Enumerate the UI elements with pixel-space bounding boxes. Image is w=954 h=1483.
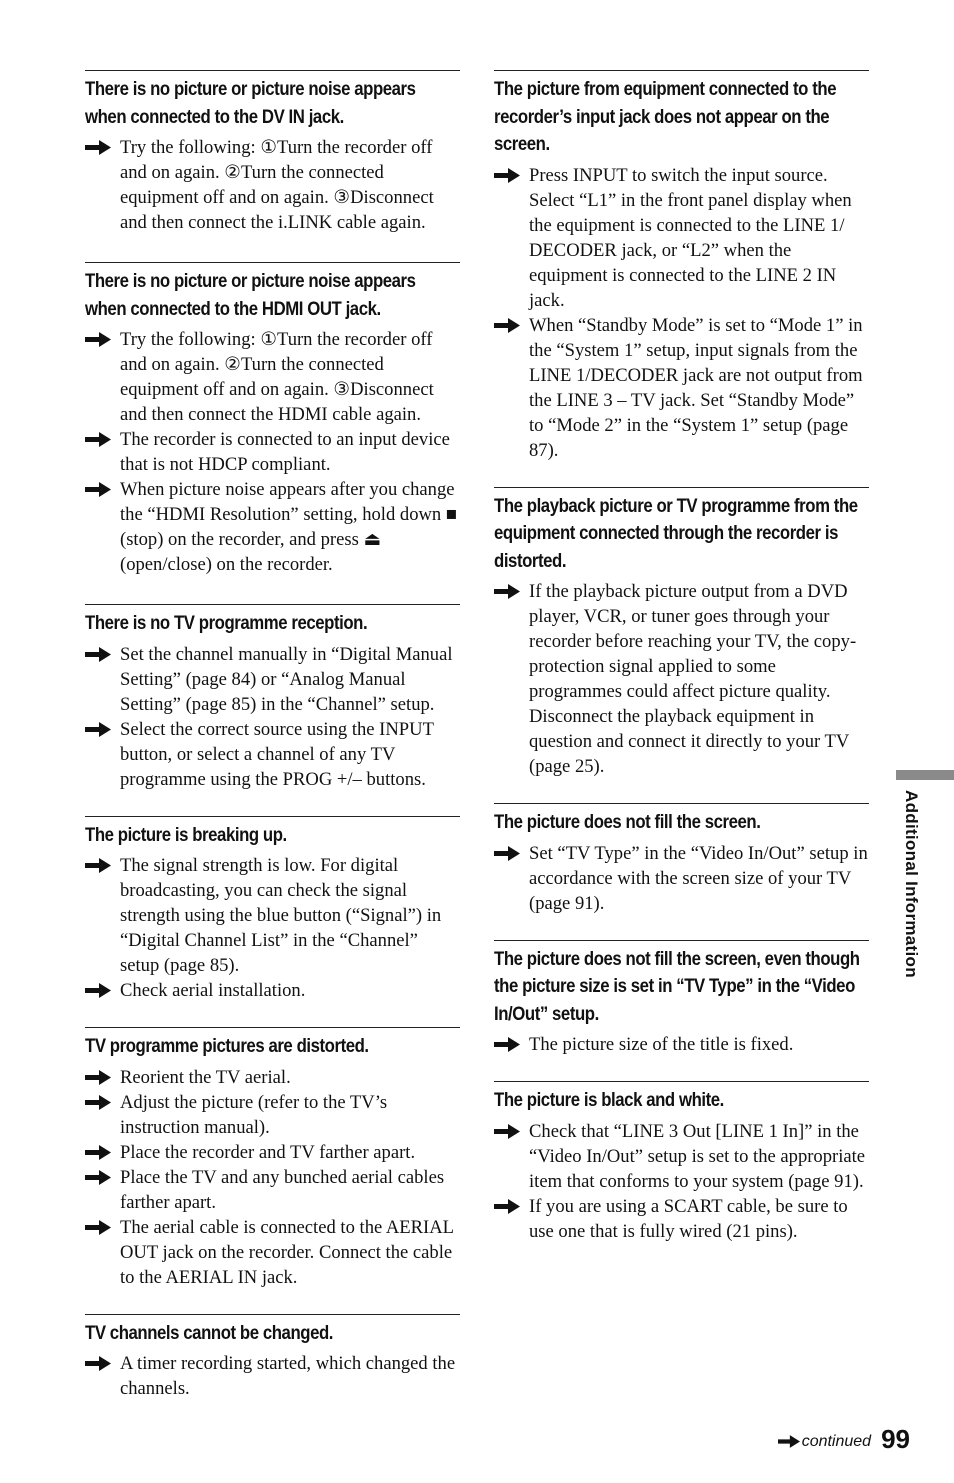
arrow-right-icon [85, 647, 111, 662]
item-text: Check that “LINE 3 Out [LINE 1 In]” in the “Video In/Out” setup is set to the appropriate item that conforms to your system (page 91). [529, 1120, 866, 1192]
list-item [494, 579, 869, 779]
list-item [85, 427, 460, 477]
troubleshoot-section [85, 1027, 460, 1290]
list-item [85, 1065, 460, 1090]
arrow-right-icon [494, 318, 520, 333]
arrow-right-icon [494, 1037, 520, 1052]
arrow-right-icon [494, 584, 520, 599]
item-text: Select the correct source using the INPUT button, or select a channel of any TV programme using the PROG +/– buttons. [120, 718, 434, 790]
right-column [494, 70, 869, 1244]
list-item [85, 717, 460, 792]
list-item [494, 1032, 869, 1057]
troubleshoot-section [85, 604, 460, 792]
arrow-right-icon [494, 846, 520, 861]
arrow-right-icon [778, 1435, 800, 1448]
list-item [85, 853, 460, 978]
section-heading: There is no picture or picture noise appears when connected to the HDMI OUT jack. [85, 270, 416, 320]
section-heading: The picture does not fill the screen. [494, 811, 761, 833]
continued-text: continued [801, 1432, 872, 1450]
section-heading: The picture is black and white. [494, 1089, 724, 1111]
list-item [85, 1165, 460, 1215]
section-heading: TV channels cannot be changed. [85, 1321, 334, 1344]
arrow-right-icon [85, 332, 111, 347]
troubleshoot-section [85, 1314, 460, 1402]
troubleshoot-section [494, 1081, 869, 1244]
item-text: The recorder is connected to an input device that is not HDCP compliant. [120, 429, 450, 475]
list-item [85, 1351, 460, 1401]
list-item [85, 1140, 460, 1165]
arrow-right-icon [85, 722, 111, 737]
item-text: When “Standby Mode” is set to “Mode 1” in the “System 1” setup, input signals from the LINE 1/DECODER jack are not output from the LINE 3 – TV jack. Set “Standby Mode” to “Mode 2” in the “System 1” setup (page 87). [529, 314, 863, 461]
continued-indicator [778, 1433, 871, 1451]
arrow-right-icon [494, 1124, 520, 1139]
item-text: Place the TV and any bunched aerial cables farther apart. [120, 1166, 445, 1213]
list-item [85, 1215, 460, 1290]
page-number: 99 [881, 1424, 910, 1454]
section-heading: TV programme pictures are distorted. [85, 1035, 369, 1057]
arrow-right-icon [85, 482, 111, 497]
troubleshoot-section [494, 940, 869, 1058]
arrow-right-icon [494, 168, 520, 183]
item-text: If the playback picture output from a DVD player, VCR, or tuner goes through your recorder before reaching your TV, the copy-protection signal applied to some programmes could affect picture quality. Disconnect the playback equipment in question and connect it directly to your TV (page 25). [529, 581, 857, 777]
item-text: Try the following: ①Turn the recorder off and on again. ②Turn the connected equipment off and on again. ③Disconnect and then connect the i.LINK cable again. [120, 137, 434, 233]
arrow-right-icon [85, 432, 111, 447]
list-item [494, 841, 869, 916]
troubleshoot-section [494, 70, 869, 463]
section-heading: The picture from equipment connected to the recorder’s input jack does not appear on the screen. [494, 78, 837, 155]
section-heading: The playback picture or TV programme from the equipment connected through the recorder is distorted. [494, 494, 858, 572]
list-item [85, 642, 460, 717]
arrow-right-icon [85, 983, 111, 998]
section-heading: The picture does not fill the screen, even though the picture size is set in “TV Type” in the “Video In/Out” setup. [494, 947, 860, 1025]
arrow-right-icon [85, 1356, 111, 1371]
item-text: Set “TV Type” in the “Video In/Out” setup in accordance with the screen size of your TV (page 91). [529, 842, 868, 914]
troubleshoot-section [85, 262, 460, 577]
item-text: Press INPUT to switch the input source. Select “L1” in the front panel display when the equipment is connected to the LINE 1/ DECODER jack, or “L2” when the equipment is connected to the LINE 2 IN jack. [529, 164, 852, 311]
troubleshoot-section [85, 70, 460, 235]
troubleshoot-section [494, 803, 869, 916]
list-item [494, 1119, 869, 1194]
item-text: When picture noise appears after you change the “HDMI Resolution” setting, hold down ■ (stop) on the recorder, and press ⏏ (open/close) on the recorder. [120, 479, 458, 575]
item-text: If you are using a SCART cable, be sure to use one that is fully wired (21 pins). [529, 1195, 848, 1242]
arrow-right-icon [85, 1070, 111, 1085]
page-footer [778, 1424, 910, 1455]
item-text: The signal strength is low. For digital broadcasting, you can check the signal strength using the blue button (“Signal”) in “Digital Channel List” in the “Channel” setup (page 85). [120, 855, 442, 976]
arrow-right-icon [85, 1095, 111, 1110]
item-text: Set the channel manually in “Digital Manual Setting” (page 84) or “Analog Manual Setting” (page 85) in the “Channel” setup. [120, 643, 453, 715]
item-text: Place the recorder and TV farther apart. [120, 1141, 416, 1163]
arrow-right-icon [494, 1199, 520, 1214]
arrow-right-icon [85, 1145, 111, 1160]
list-item [85, 1090, 460, 1140]
troubleshoot-section [494, 487, 869, 780]
item-text: A timer recording started, which changed the channels. [120, 1353, 456, 1399]
arrow-right-icon [85, 1170, 111, 1185]
list-item [494, 313, 869, 463]
list-item [85, 327, 460, 427]
arrow-right-icon [85, 140, 111, 155]
item-text: Try the following: ①Turn the recorder off and on again. ②Turn the connected equipment off and on again. ③Disconnect and then connect the HDMI cable again. [120, 329, 434, 425]
section-heading: There is no TV programme reception. [85, 612, 368, 634]
left-column [85, 70, 460, 1401]
troubleshoot-section [85, 816, 460, 1004]
section-side-label: Additional Information [902, 790, 921, 978]
list-item [85, 477, 460, 577]
list-item [85, 978, 460, 1003]
item-text: The picture size of the title is fixed. [529, 1034, 794, 1055]
list-item [85, 135, 460, 235]
item-text: Reorient the TV aerial. [120, 1066, 291, 1088]
item-text: Adjust the picture (refer to the TV’s instruction manual). [120, 1091, 388, 1138]
section-heading: The picture is breaking up. [85, 823, 287, 846]
item-text: Check aerial installation. [120, 980, 306, 1001]
section-thumb-tab [896, 770, 954, 780]
item-text: The aerial cable is connected to the AERIAL OUT jack on the recorder. Connect the cable to the AERIAL IN jack. [120, 1216, 454, 1288]
section-heading: There is no picture or picture noise appears when connected to the DV IN jack. [85, 78, 416, 128]
arrow-right-icon [85, 858, 111, 873]
list-item [494, 163, 869, 313]
arrow-right-icon [85, 1220, 111, 1235]
list-item [494, 1194, 869, 1244]
